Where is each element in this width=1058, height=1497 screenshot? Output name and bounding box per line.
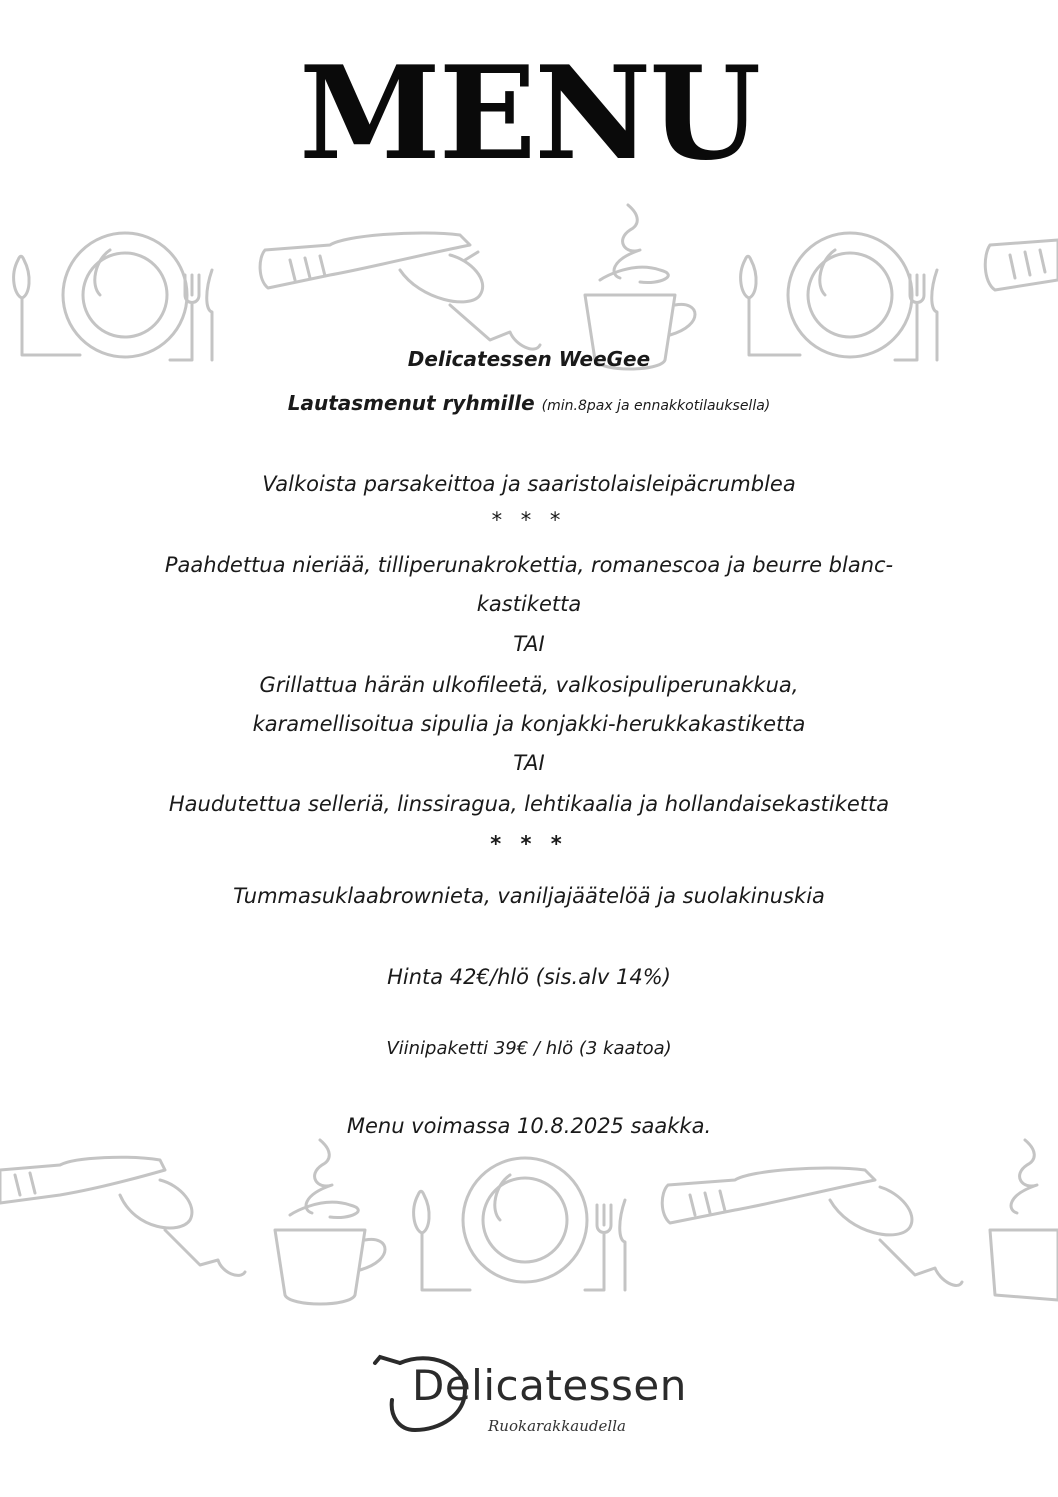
- course-separator: * * *: [491, 508, 567, 532]
- decorative-doodles-bottom: [0, 1135, 1058, 1315]
- starter-course: Valkoista parsakeittoa ja saaristolaisleipäcrumblea: [262, 472, 796, 496]
- coffee-cup-icon: [585, 205, 695, 369]
- subtitle-main: Lautasmenut ryhmille: [287, 391, 535, 415]
- price-per-person: Hinta 42€/hlö (sis.alv 14%): [387, 965, 671, 989]
- wine-package: Viinipaketti 39€ / hlö (3 kaatoa): [386, 1038, 672, 1059]
- or-divider: TAI: [513, 632, 545, 656]
- main-course-option-1-line-1: Paahdettua nieriää, tilliperunakrokettia, romanescoa ja beurre blanc-: [164, 553, 894, 577]
- wine-bottle-glass-icon: [985, 240, 1058, 290]
- course-separator: * * *: [490, 832, 568, 856]
- coffee-cup-icon: [275, 1140, 385, 1304]
- main-course-option-2-line-1: Grillattua härän ulkofileetä, valkosipuliperunakkua,: [259, 673, 799, 697]
- wine-bottle-glass-icon: [0, 1157, 245, 1275]
- wine-bottle-glass-icon: [260, 233, 540, 349]
- plate-cutlery-icon: [14, 233, 212, 360]
- main-course-option-2-line-2: karamellisoitua sipulia ja konjakki-herukkakastiketta: [252, 712, 806, 736]
- wine-bottle-glass-icon: [662, 1168, 962, 1285]
- menu-validity: Menu voimassa 10.8.2025 saakka.: [346, 1114, 712, 1138]
- or-divider: TAI: [513, 751, 545, 775]
- main-course-option-3: Haudutettua selleriä, linssiragua, lehtikaalia ja hollandaisekastiketta: [168, 792, 890, 816]
- menu-subtitle: [0, 391, 1058, 415]
- plate-cutlery-icon: [414, 1158, 625, 1290]
- logo-tagline: Ruokarakkaudella: [488, 1417, 626, 1435]
- subtitle-note: (min.8pax ja ennakkotilauksella): [541, 398, 771, 414]
- main-course-option-1-line-2: kastiketta: [476, 592, 582, 616]
- coffee-cup-icon: [990, 1140, 1058, 1300]
- dessert-course: Tummasuklaabrownieta, vaniljajäätelöä ja suolakinuskia: [233, 884, 825, 908]
- plate-cutlery-icon: [741, 233, 937, 360]
- delicatessen-logo: [370, 1345, 700, 1445]
- menu-title: MENU: [299, 39, 759, 189]
- venue-name: Delicatessen WeeGee: [407, 347, 651, 371]
- logo-wordmark: Delicatessen: [412, 1361, 687, 1410]
